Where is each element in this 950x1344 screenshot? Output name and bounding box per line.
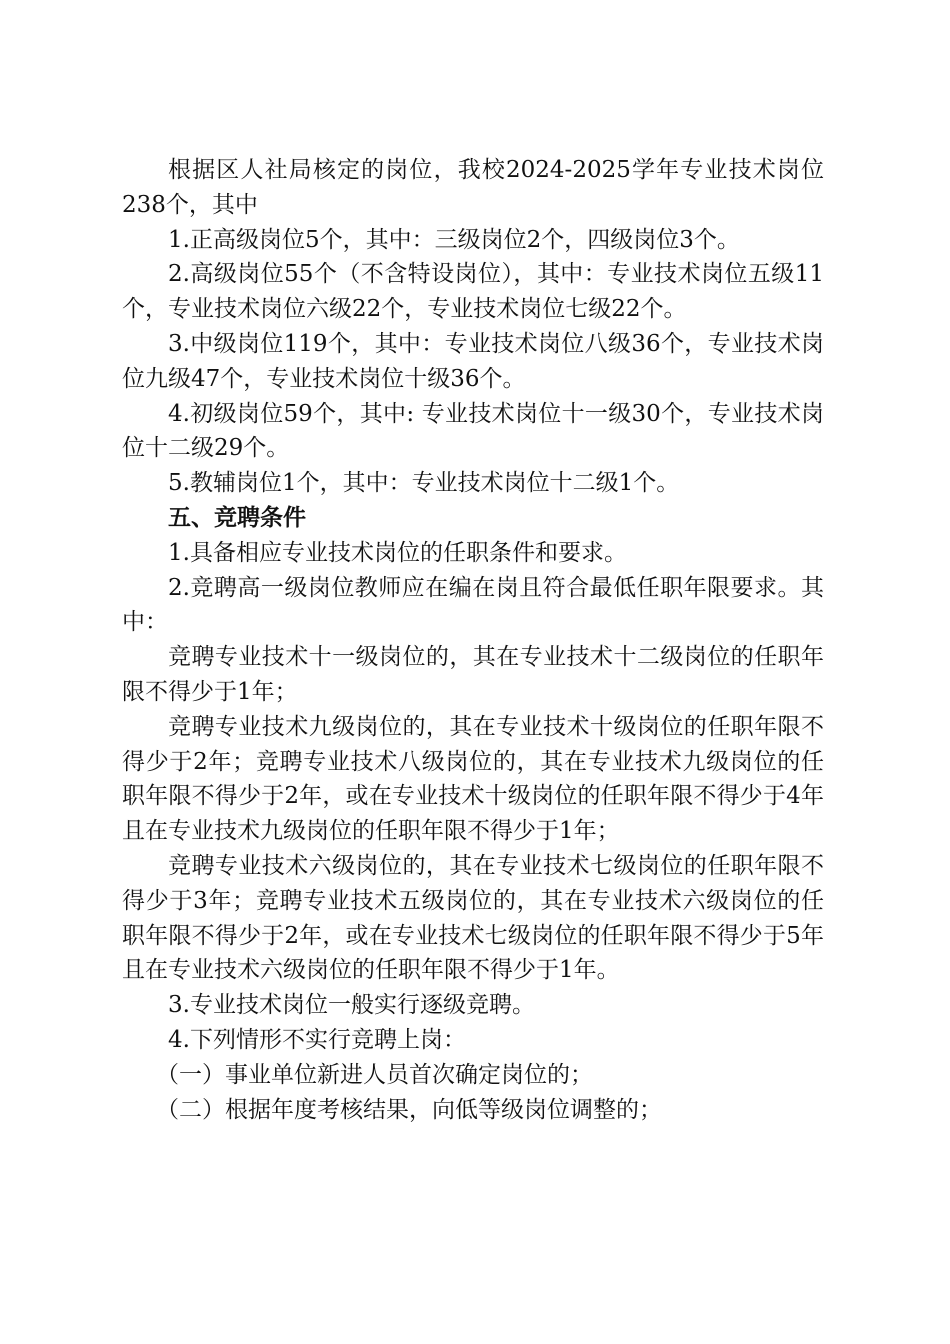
condition-2: 2.竞聘高一级岗位教师应在编在岗且符合最低任职年限要求。其中： (122, 574, 824, 636)
condition-3: 3.专业技术岗位一般实行逐级竞聘。 (168, 992, 535, 1019)
condition-2b: 竞聘专业技术九级岗位的，其在专业技术十级岗位的任职年限不得少于2年；竞聘专业技术八级岗位的，其在专业技术九级岗位的任职年限不得少于2年，或在专业技术十级岗位的任职年限不得少于4年且在专业技术九级岗位的任职年限不得少于1年； (122, 713, 824, 845)
condition-2c: 竞聘专业技术六级岗位的，其在专业技术七级岗位的任职年限不得少于3年；竞聘专业技术五级岗位的，其在专业技术六级岗位的任职年限不得少于2年，或在专业技术七级岗位的任职年限不得少于5年且在专业技术六级岗位的任职年限不得少于1年。 (122, 852, 824, 984)
paragraph-item-1: 1.正高级岗位5个，其中：三级岗位2个，四级岗位3个。 (168, 226, 740, 253)
condition-1: 1.具备相应专业技术岗位的任职条件和要求。 (168, 539, 627, 566)
paragraph-item-2: 2.高级岗位55个（不含特设岗位），其中：专业技术岗位五级11个，专业技术岗位六级22个，专业技术岗位七级22个。 (122, 261, 824, 323)
paragraph-item-3: 3.中级岗位119个，其中：专业技术岗位八级36个，专业技术岗位九级47个，专业技术岗位十级36个。 (122, 330, 824, 392)
paragraph-intro: 根据区人社局核定的岗位，我校2024-2025学年专业技术岗位238个，其中 (122, 157, 824, 218)
condition-4-2: （二）根据年度考核结果，向低等级岗位调整的； (156, 1096, 662, 1123)
paragraph-item-4: 4.初级岗位59个，其中: 专业技术岗位十一级30个，专业技术岗位十二级29个。 (122, 400, 824, 462)
condition-4: 4.下列情形不实行竞聘上岗： (168, 1026, 466, 1053)
condition-2a: 竞聘专业技术十一级岗位的，其在专业技术十二级岗位的任职年限不得少于1年； (122, 644, 824, 705)
paragraph-item-5: 5.教辅岗位1个，其中：专业技术岗位十二级1个。 (168, 470, 680, 497)
condition-4-1: （一）事业单位新进人员首次确定岗位的； (156, 1061, 593, 1088)
section-heading: 五、竞聘条件 (168, 504, 306, 531)
document-body (122, 153, 824, 1127)
